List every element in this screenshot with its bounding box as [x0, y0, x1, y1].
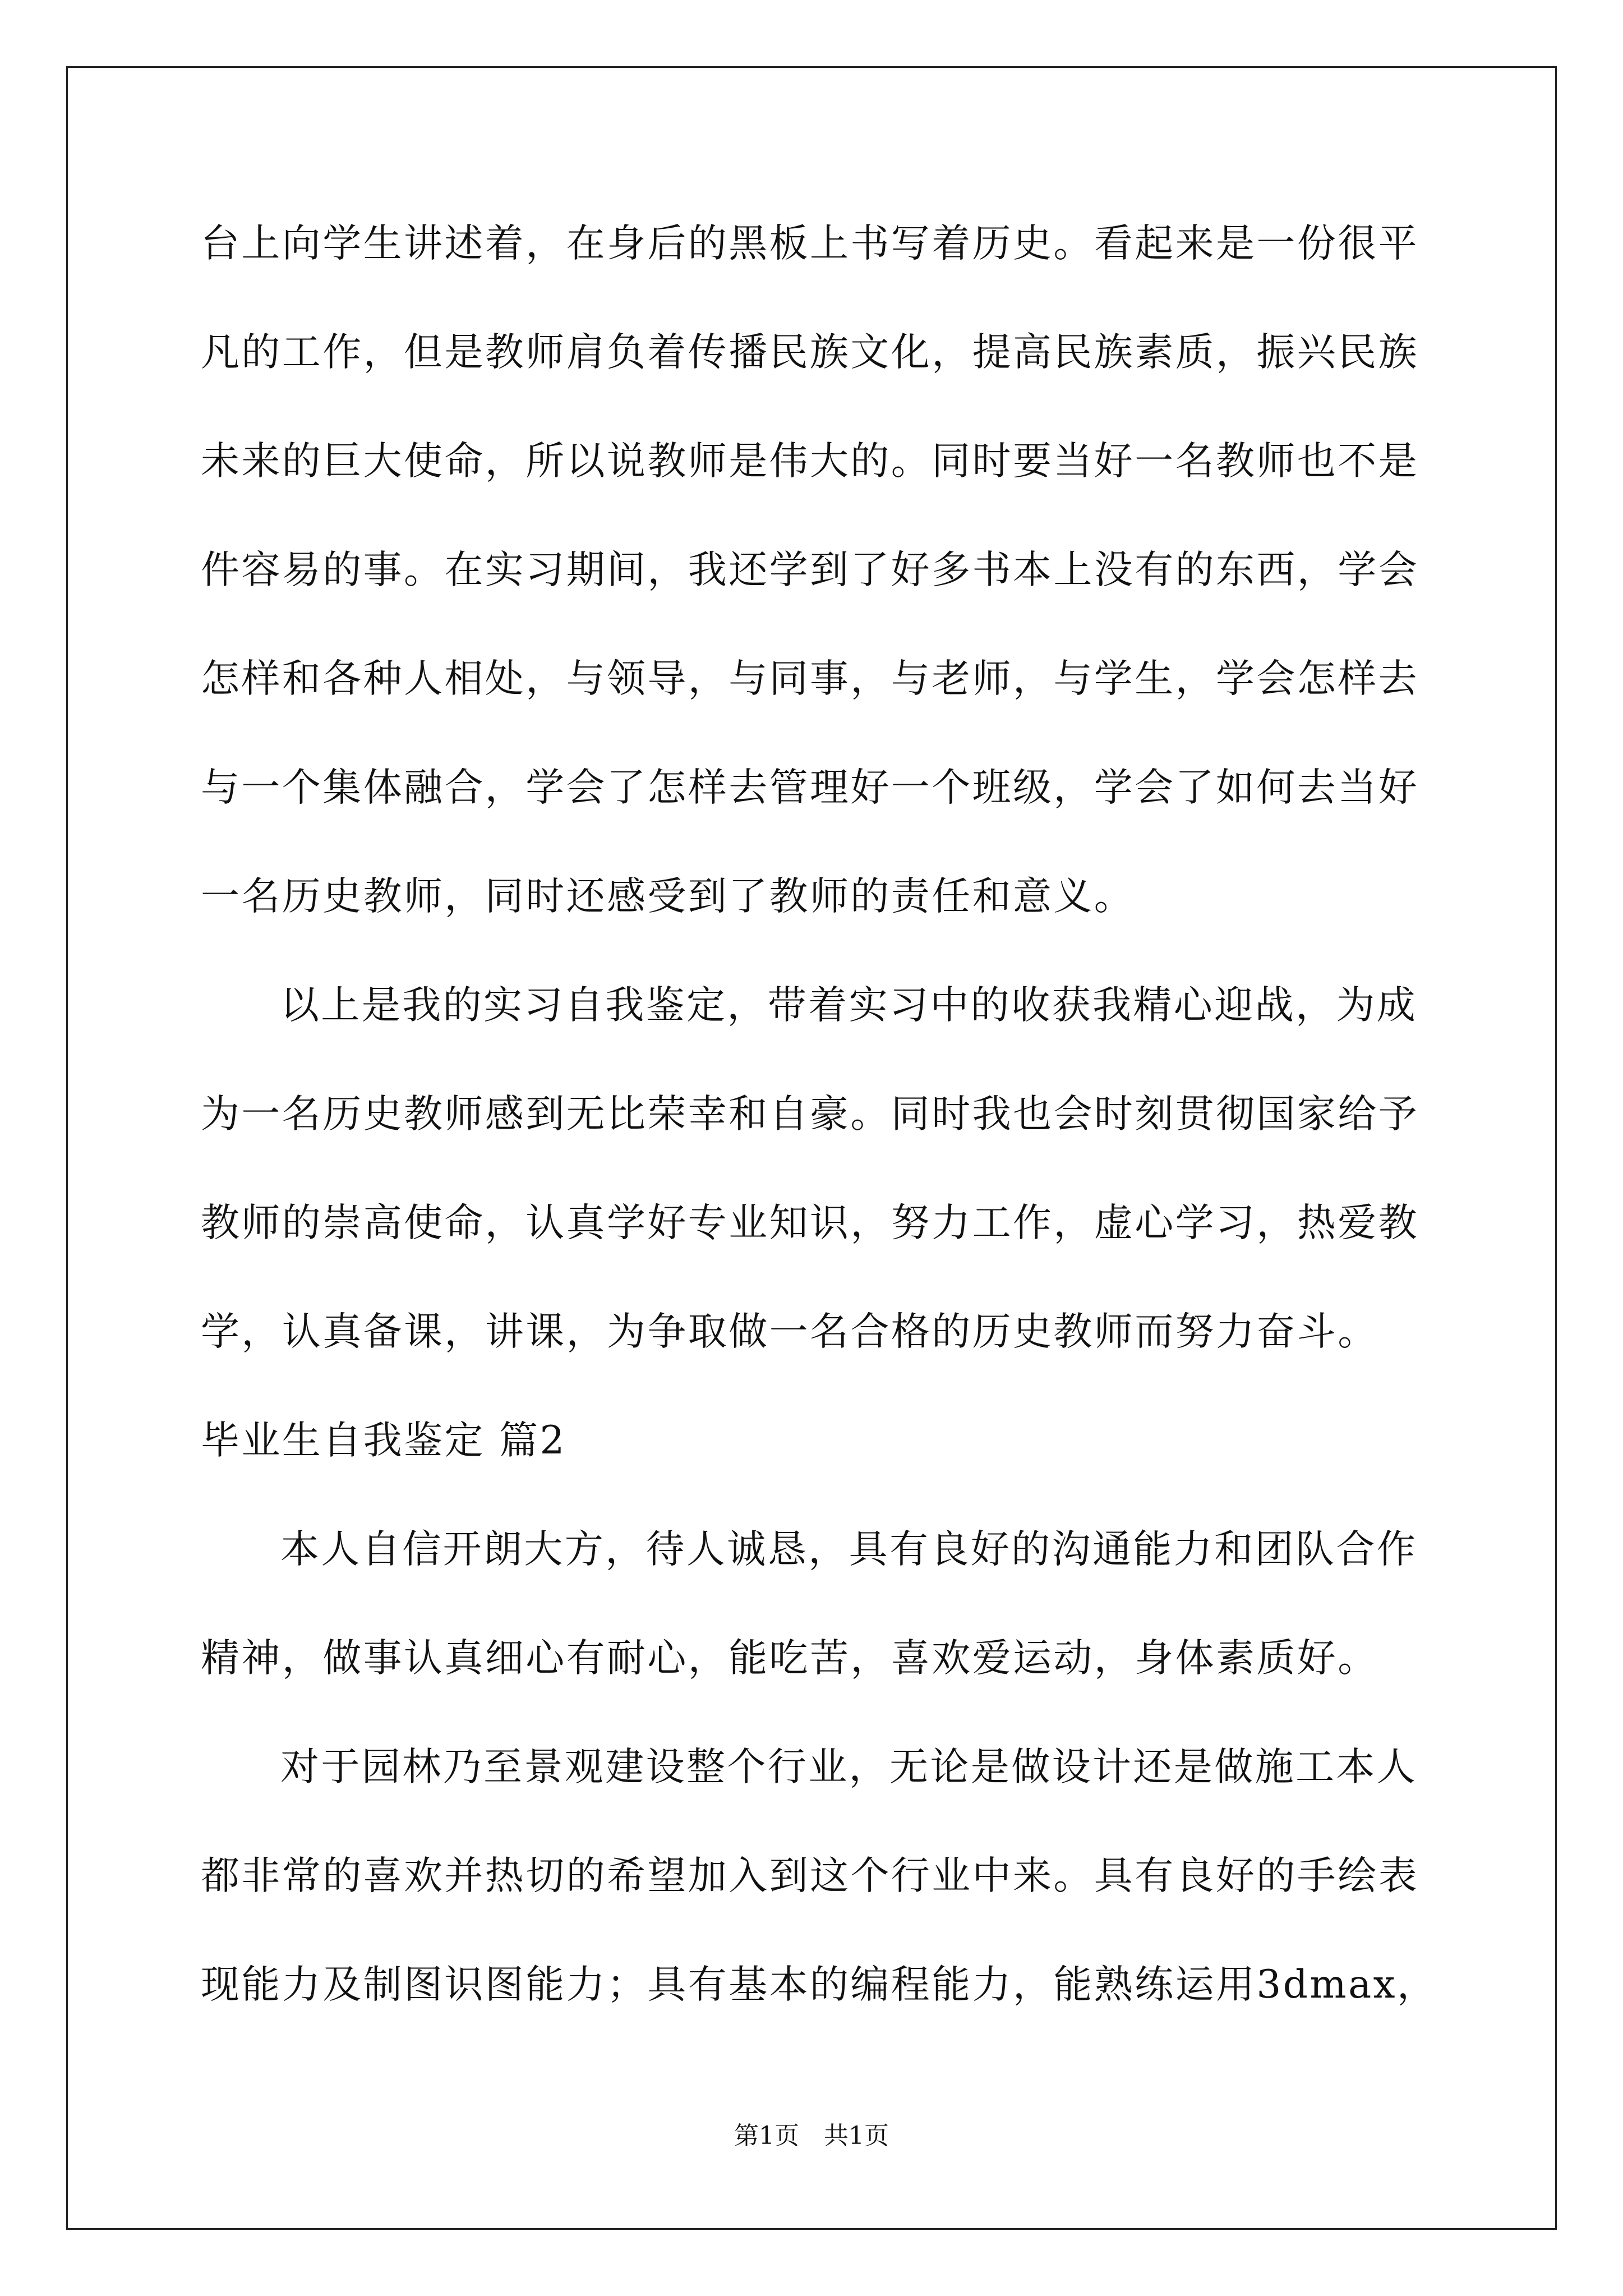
- paragraph-start-line: 对于园林乃至景观建设整个行业，无论是做设计还是做施工本人: [280, 1745, 1418, 1789]
- text-line: 与一个集体融合，学会了怎样去管理好一个班级，学会了如何去当好: [201, 765, 1419, 810]
- page-border: [66, 66, 1557, 2230]
- text-line: 怎样和各种人相处，与领导，与同事，与老师，与学生，学会怎样去: [201, 656, 1419, 701]
- text-line: 精神，做事认真细心有耐心，能吃苦，喜欢爱运动，身体素质好。: [201, 1636, 1378, 1681]
- text-line: 台上向学生讲述着，在身后的黑板上书写着历史。看起来是一份很平: [201, 221, 1419, 266]
- page-footer: 第1页 共1页: [734, 2122, 889, 2150]
- paragraph-start-line: 以上是我的实习自我鉴定，带着实习中的收获我精心迎战，为成: [280, 983, 1418, 1028]
- section-heading: 毕业生自我鉴定 篇2: [201, 1418, 566, 1463]
- text-line: 学，认真备课，讲课，为争取做一名合格的历史教师而努力奋斗。: [201, 1309, 1378, 1354]
- text-line: 未来的巨大使命，所以说教师是伟大的。同时要当好一名教师也不是: [201, 439, 1419, 484]
- text-line: 教师的崇高使命，认真学好专业知识，努力工作，虚心学习，热爱教: [201, 1200, 1419, 1245]
- text-line: 现能力及制图识图能力；具有基本的编程能力，能熟练运用3dmax，: [201, 1962, 1438, 2007]
- text-line: 都非常的喜欢并热切的希望加入到这个行业中来。具有良好的手绘表: [201, 1853, 1419, 1898]
- text-line: 凡的工作，但是教师肩负着传播民族文化，提高民族素质，振兴民族: [201, 330, 1419, 375]
- text-line: 件容易的事。在实习期间，我还学到了好多书本上没有的东西，学会: [201, 547, 1419, 592]
- text-line: 为一名历史教师感到无比荣幸和自豪。同时我也会时刻贯彻国家给予: [201, 1092, 1419, 1137]
- paragraph-start-line: 本人自信开朗大方，待人诚恳，具有良好的沟通能力和团队合作: [280, 1527, 1418, 1572]
- text-line: 一名历史教师，同时还感受到了教师的责任和意义。: [201, 874, 1135, 919]
